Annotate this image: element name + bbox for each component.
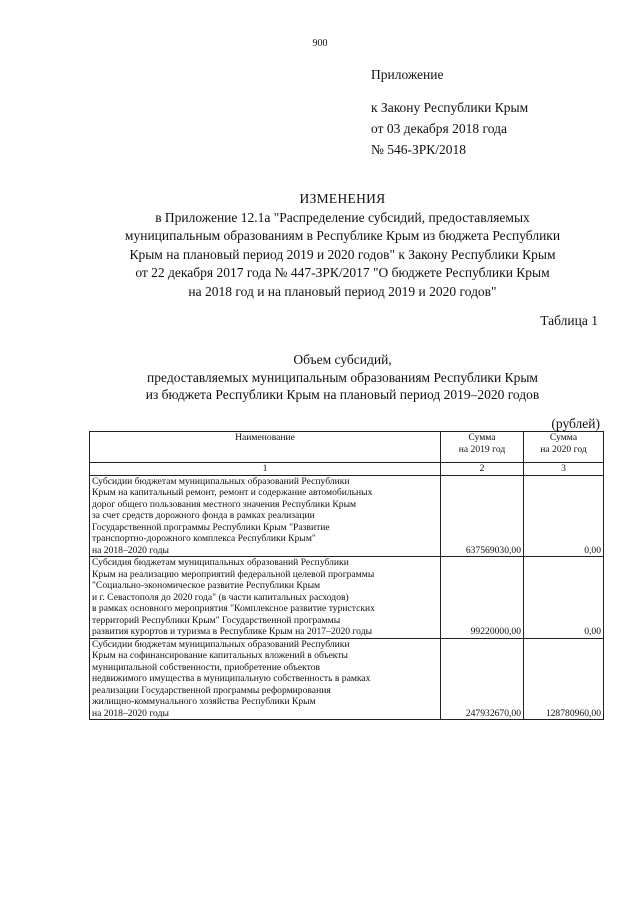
changes-title: ИЗМЕНЕНИЯ: [299, 191, 386, 206]
header-name: Наименование: [90, 432, 441, 463]
page-number: 900: [312, 38, 328, 49]
volume-title-line: предоставляемых муниципальным образованиям Республики Крым: [147, 369, 538, 385]
row-sum-2020: 0,00: [524, 557, 604, 639]
row-sum-2019: 637569030,00: [441, 475, 524, 557]
appendix-reference: [371, 64, 528, 160]
appendix-line: № 546-ЗРК/2018: [371, 142, 467, 157]
row-name: Субсидия бюджетам муниципальных образований Республики Крым на реализацию мероприятий федеральной целевой программы "Социально-экономическое развитие Республики Крым и г. Севастополя до 2020 года" (в части капитальных расходов) в рамках основного мероприятия "Комплексное развитие туристских территорий Республики Крым" Государственной программы развития курортов и туризма в Республике Крым на 2017–2020 годы: [90, 557, 441, 639]
changes-line: Крым на плановый период 2019 и 2020 годов" к Закону Республики Крым: [129, 246, 556, 262]
changes-line: от 22 декабря 2017 года № 447-ЗРК/2017 "О бюджете Республики Крым: [135, 265, 550, 280]
appendix-line: от 03 декабря 2018 года: [371, 121, 507, 136]
column-number: 3: [524, 463, 604, 476]
changes-heading: [70, 190, 615, 301]
table-header-row: [90, 432, 604, 463]
header-sum-2019: Сумма на 2019 год: [441, 432, 524, 463]
changes-line: в Приложение 12.1а "Распределение субсидий, предоставляемых: [155, 209, 530, 225]
row-sum-2020: 0,00: [524, 475, 604, 557]
row-sum-2020: 128780960,00: [524, 638, 604, 720]
table-label: Таблица 1: [540, 313, 598, 328]
volume-title: [70, 351, 615, 404]
appendix-line: к Закону Республики Крым: [371, 100, 529, 115]
subsidies-table: [89, 431, 604, 720]
row-sum-2019: 247932670,00: [441, 638, 524, 720]
table-row: [90, 475, 604, 557]
changes-line: на 2018 год и на плановый период 2019 и 2020 годов": [188, 283, 497, 299]
row-sum-2019: 99220000,00: [441, 557, 524, 639]
column-number: 1: [90, 463, 441, 476]
volume-title-line: Объем субсидий,: [293, 352, 392, 367]
volume-title-line: из бюджета Республики Крым на плановый период 2019–2020 годов: [145, 387, 540, 402]
row-name: Субсидии бюджетам муниципальных образований Республики Крым на капитальный ремонт, ремонт и содержание автомобильных дорог общего пользования местного значения Республики Крым за счет средств дорожного фонда в рамках реализации Государственной программы Республики Крым "Развитие транспортно-дорожного комплекса Республики Крым" на 2018–2020 годы: [90, 475, 441, 557]
table-row: [90, 557, 604, 639]
units-label: (рублей): [551, 416, 600, 431]
row-name: Субсидии бюджетам муниципальных образований Республики Крым на софинансирование капитальных вложений в объекты муниципальной собственности, приобретение объектов недвижимого имущества в муниципальную собственность в рамках реализации Государственной программы реформирования жилищно-коммунального хозяйства Республики Крым на 2018–2020 годы: [90, 638, 441, 720]
appendix-title: Приложение: [371, 67, 444, 82]
table-row: [90, 638, 604, 720]
changes-line: муниципальным образованиям в Республике Крым из бюджета Республики: [124, 228, 561, 243]
column-number: 2: [441, 463, 524, 476]
column-number-row: [90, 463, 604, 476]
header-sum-2020: Сумма на 2020 год: [524, 432, 604, 463]
